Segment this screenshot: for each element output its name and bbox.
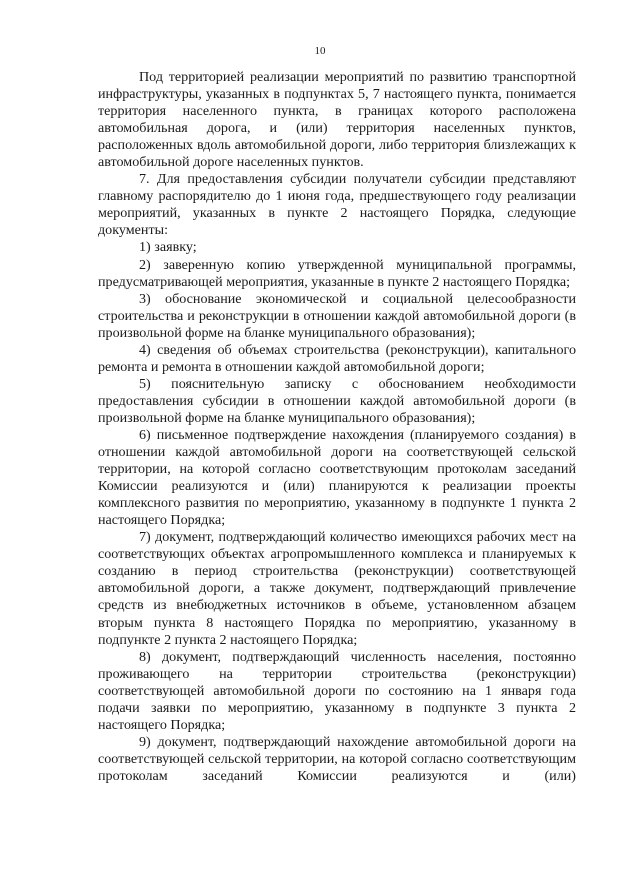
paragraph-item-7: 7. Для предоставления субсидии получатели субсидии представляют главному распорядителю до 1 июня года, предшествующего году реализации мероприятий, указанных в пункте 2 настоящего Порядка, следующие документы: xyxy=(98,171,576,239)
paragraph-subitem-2: 2) заверенную копию утвержденной муниципальной программы, предусматривающей мероприятия, указанные в пункте 2 настоящего Порядка; xyxy=(98,256,576,290)
paragraph-subitem-3: 3) обоснование экономической и социальной целесообразности строительства и реконструкции в отношении каждой автомобильной дороги (в произвольной форме на бланке муниципального образования); xyxy=(98,290,576,341)
paragraph-subitem-4: 4) сведения об объемах строительства (реконструкции), капитального ремонта и ремонта в отношении каждой автомобильной дороги; xyxy=(98,341,576,375)
page-number: 10 xyxy=(314,45,326,57)
paragraph-subitem-5: 5) пояснительную записку с обоснованием необходимости предоставления субсидии в отношении каждой автомобильной дороги (в произвольной форме на бланке муниципального образования); xyxy=(98,375,576,426)
document-body xyxy=(98,69,576,785)
paragraph-subitem-9: 9) документ, подтверждающий нахождение автомобильной дороги на соответствующей сельской территории, на которой согласно соответствующим протоколам заседаний Комиссии реализуются и (или) xyxy=(98,733,576,784)
paragraph-subitem-1: 1) заявку; xyxy=(139,239,197,256)
paragraph-subitem-8: 8) документ, подтверждающий численность населения, постоянно проживающего на территории строительства (реконструкции) соответствующей автомобильной дороги по состоянию на 1 января года подачи заявки по мероприятию, указанному в подпункте 3 пункта 2 настоящего Порядка; xyxy=(98,648,576,733)
paragraph-territory-definition: Под территорией реализации мероприятий по развитию транспортной инфраструктуры, указанных в подпунктах 5, 7 настоящего пункта, понимается территория населенного пункта, в границах которого расположена автомобильная дорога, и (или) территория населенных пунктов, расположенных вдоль автомобильной дороги, либо территория близлежащих к автомобильной дороге населенных пунктов. xyxy=(98,69,576,171)
paragraph-subitem-6: 6) письменное подтверждение нахождения (планируемого создания) в отношении каждой автомобильной дороги на соответствующей сельской территории, на которой согласно соответствующим протоколам заседаний Комиссии реализуются и (или) планируются к реализации проекты комплексного развития по мероприятию, указанному в подпункте 1 пункта 2 настоящего Порядка; xyxy=(98,426,576,529)
paragraph-subitem-7: 7) документ, подтверждающий количество имеющихся рабочих мест на соответствующих объектах агропромышленного комплекса и планируемых к созданию в период строительства (реконструкции) соответствующей автомобильной дороги, а также документ, подтверждающий привлечение средств из внебюджетных источников в объеме, установленном абзацем вторым пункта 8 настоящего Порядка по мероприятию, указанному в подпункте 2 пункта 2 настоящего Порядка; xyxy=(98,529,576,648)
